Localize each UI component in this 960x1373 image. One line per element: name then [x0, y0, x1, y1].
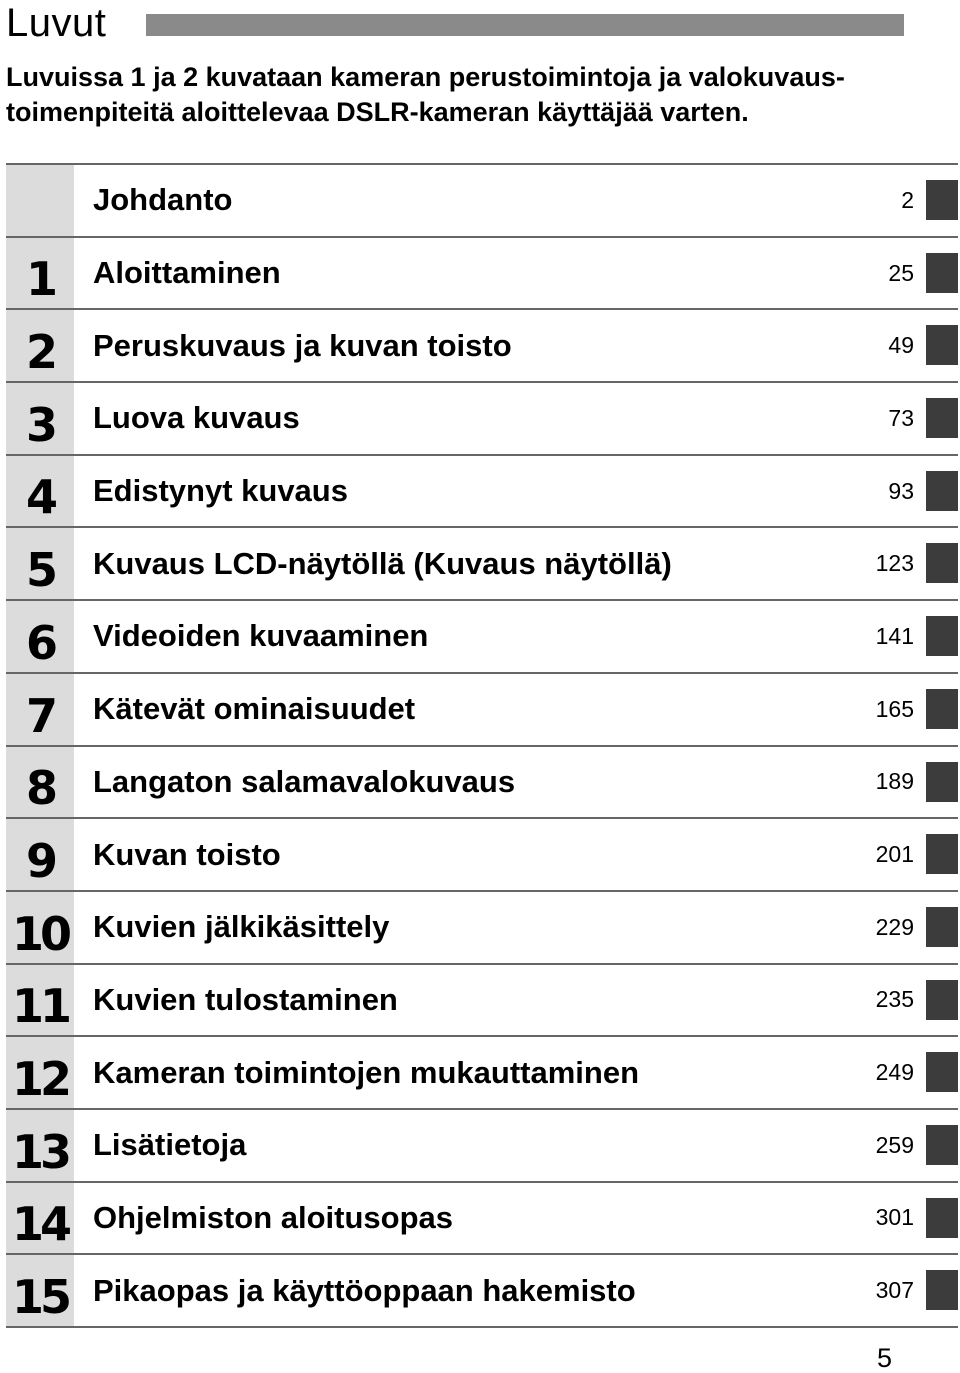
chapter-number: 9	[25, 833, 54, 888]
chapter-page-number: 141	[875, 622, 914, 649]
chapter-number-cell	[6, 892, 74, 963]
chapter-number-cell	[6, 456, 74, 527]
chapter-number: 8	[25, 761, 54, 816]
chapter-number-cell	[6, 674, 74, 745]
chapter-tab-marker	[926, 1198, 958, 1238]
chapter-title[interactable]: Ohjelmiston aloitusopas	[93, 1199, 453, 1235]
toc-row[interactable]	[6, 747, 958, 820]
chapter-title[interactable]: Pikaopas ja käyttöoppaan hakemisto	[93, 1272, 636, 1308]
intro-line-2: toimenpiteitä aloittelevaa DSLR-kameran käyttäjää varten.	[6, 97, 749, 127]
chapter-number-cell	[6, 383, 74, 454]
chapter-number-cell	[6, 1255, 74, 1326]
toc-row[interactable]	[6, 383, 958, 456]
chapter-tab-marker	[926, 980, 958, 1020]
chapter-number-cell	[6, 1037, 74, 1108]
chapter-title[interactable]: Kuvaus LCD-näytöllä (Kuvaus näytöllä)	[93, 545, 672, 581]
chapter-tab-marker	[926, 834, 958, 874]
chapter-number-cell	[6, 819, 74, 890]
toc-row[interactable]	[6, 456, 958, 529]
chapter-number-cell	[6, 747, 74, 818]
chapter-tab-marker	[926, 762, 958, 802]
chapter-number-cell	[6, 528, 74, 599]
chapter-number: 12	[11, 1051, 68, 1106]
chapter-title[interactable]: Kameran toimintojen mukauttaminen	[93, 1054, 640, 1090]
table-of-contents	[6, 163, 958, 1328]
chapter-title[interactable]: Kuvan toisto	[93, 836, 281, 872]
chapter-tab-marker	[926, 1270, 958, 1310]
chapter-page-number: 165	[875, 695, 914, 722]
chapter-title[interactable]: Johdanto	[93, 182, 233, 218]
chapter-number: 11	[11, 979, 68, 1034]
page-title: Luvut	[6, 1, 107, 45]
toc-row[interactable]	[6, 310, 958, 383]
chapter-number: 15	[11, 1270, 68, 1324]
chapter-tab-marker	[926, 1125, 958, 1165]
intro-line-1: Luvuissa 1 ja 2 kuvataan kameran perustoimintoja ja valokuvaus-	[6, 62, 845, 92]
chapter-page-number: 2	[901, 186, 914, 213]
toc-row[interactable]	[6, 528, 958, 601]
chapter-title[interactable]: Peruskuvaus ja kuvan toisto	[93, 327, 512, 363]
chapter-title[interactable]: Edistynyt kuvaus	[93, 473, 348, 509]
page-header	[6, 0, 906, 50]
chapter-page-number: 123	[875, 550, 914, 577]
chapter-number-cell	[6, 165, 74, 236]
chapter-page-number: 189	[875, 768, 914, 795]
chapter-title[interactable]: Kuvien jälkikäsittely	[93, 909, 390, 945]
chapter-number-cell	[6, 1110, 74, 1181]
chapter-number: 14	[11, 1197, 68, 1252]
toc-row[interactable]	[6, 1110, 958, 1183]
toc-row[interactable]	[6, 1037, 958, 1110]
chapter-tab-marker	[926, 616, 958, 656]
chapter-tab-marker	[926, 543, 958, 583]
chapter-page-number: 25	[888, 259, 914, 286]
chapter-number-cell	[6, 1183, 74, 1254]
toc-row[interactable]	[6, 601, 958, 674]
chapter-tab-marker	[926, 398, 958, 438]
chapter-title[interactable]: Kätevät ominaisuudet	[93, 691, 416, 727]
chapter-page-number: 93	[888, 477, 914, 504]
chapter-number: 1	[25, 252, 54, 307]
intro-text	[6, 60, 906, 130]
toc-row[interactable]	[6, 965, 958, 1038]
toc-row[interactable]	[6, 1255, 958, 1328]
chapter-page-number: 259	[875, 1131, 914, 1158]
chapter-tab-marker	[926, 180, 958, 220]
toc-row[interactable]	[6, 674, 958, 747]
chapter-title[interactable]: Langaton salamavalokuvaus	[93, 763, 516, 799]
chapter-page-number: 301	[875, 1204, 914, 1231]
chapter-tab-marker	[926, 471, 958, 511]
chapter-tab-marker	[926, 253, 958, 293]
chapter-page-number: 307	[875, 1277, 914, 1304]
chapter-tab-marker	[926, 689, 958, 729]
toc-row[interactable]	[6, 238, 958, 311]
title-rule	[146, 14, 904, 36]
chapter-tab-marker	[926, 907, 958, 947]
chapter-page-number: 73	[888, 404, 914, 431]
toc-row[interactable]	[6, 892, 958, 965]
chapter-number: 5	[25, 543, 54, 598]
chapter-number: 13	[11, 1124, 68, 1179]
chapter-title[interactable]: Lisätietoja	[93, 1127, 247, 1163]
chapter-number: 10	[11, 906, 68, 961]
chapter-number: 3	[25, 397, 54, 452]
chapter-page-number: 249	[875, 1059, 914, 1086]
chapter-title[interactable]: Luova kuvaus	[93, 400, 300, 436]
chapter-number: 4	[25, 470, 54, 525]
chapter-title[interactable]: Kuvien tulostaminen	[93, 981, 398, 1017]
page-number: 5	[877, 1343, 893, 1373]
chapter-number: 2	[25, 325, 54, 380]
chapter-number: 6	[25, 615, 54, 670]
chapter-page-number: 201	[875, 841, 914, 868]
chapter-page-number: 49	[888, 332, 914, 359]
chapter-page-number: 229	[875, 913, 914, 940]
chapter-page-number: 235	[875, 986, 914, 1013]
toc-row[interactable]	[6, 819, 958, 892]
chapter-number-cell	[6, 310, 74, 381]
toc-row[interactable]	[6, 1183, 958, 1256]
chapter-title[interactable]: Aloittaminen	[93, 255, 281, 291]
chapter-number: 7	[25, 688, 54, 743]
chapter-tab-marker	[926, 1052, 958, 1092]
chapter-number-cell	[6, 601, 74, 672]
chapter-number-cell	[6, 238, 74, 309]
chapter-number-cell	[6, 965, 74, 1036]
toc-row[interactable]	[6, 165, 958, 238]
chapter-tab-marker	[926, 325, 958, 365]
chapter-title[interactable]: Videoiden kuvaaminen	[93, 618, 429, 654]
